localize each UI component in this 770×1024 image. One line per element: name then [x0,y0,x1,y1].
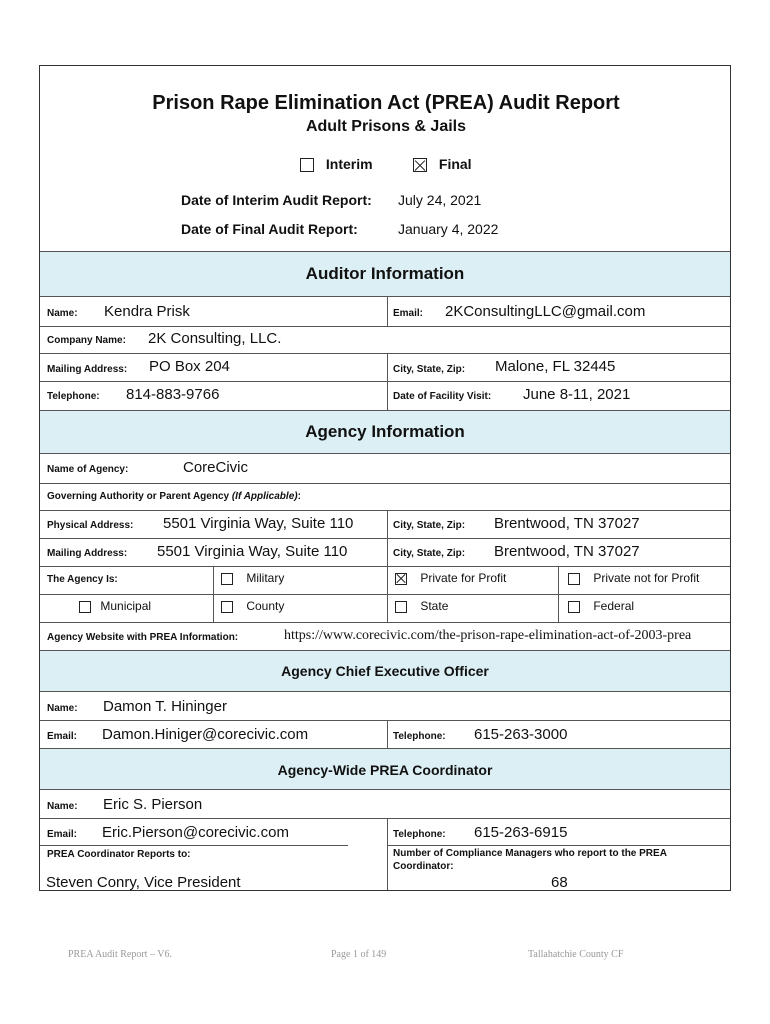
mailing-city: Brentwood, TN 37027 [494,543,640,560]
managers-label: Number of Compliance Managers who report to the PREA Coordinator: [393,848,667,872]
agency-section-title: Agency Information [305,422,465,441]
interim-date-label: Date of Interim Audit Report: [181,192,372,208]
state-checkbox[interactable] [395,601,407,613]
coordinator-email: Eric.Pierson@corecivic.com [102,824,289,841]
reports-to: Steven Conry, Vice President [46,874,241,891]
federal-checkbox[interactable] [568,601,580,613]
final-date: January 4, 2022 [398,221,499,237]
ceo-email-label: Email: [47,731,78,742]
governing-authority-label: Governing Authority or Parent Agency (If Applicable): [47,491,301,502]
auditor-phone-label: Telephone: [47,391,100,402]
coordinator-email-label: Email: [47,829,78,840]
interim-checkbox[interactable] [300,158,314,172]
interim-date: July 24, 2021 [398,192,482,208]
footer-version: PREA Audit Report – V6. [68,949,172,960]
physical-address: 5501 Virginia Way, Suite 110 [163,515,354,532]
auditor-mailing: PO Box 204 [149,358,230,375]
company-label: Company Name: [47,335,126,346]
coordinator-phone: 615-263-6915 [474,824,568,841]
agency-mailing-label: Mailing Address: [47,548,128,559]
report-subtitle: Adult Prisons & Jails [305,118,467,135]
type-municipal[interactable] [79,599,151,613]
reports-to-label: PREA Coordinator Reports to: [47,849,191,860]
auditor-email: 2KConsultingLLC@gmail.com [445,303,646,320]
type-state[interactable] [395,599,448,613]
visit-date: June 8-11, 2021 [523,386,631,403]
agency-name: CoreCivic [183,459,249,476]
agency-website-link[interactable]: https://www.corecivic.com/the-prison-rape-elimination-act-of-2003-prea [284,628,692,643]
auditor-mailing-label: Mailing Address: [47,364,128,375]
ceo-email: Damon.Hiniger@corecivic.com [102,726,309,743]
auditor-phone: 814-883-9766 [126,386,220,403]
final-date-label: Date of Final Audit Report: [181,221,358,237]
private-for-profit-label: Private for Profit [420,571,507,585]
footer-facility: Tallahatchie County CF [528,949,624,960]
military-checkbox[interactable] [221,573,233,585]
managers-count: 68 [551,874,568,891]
mailing-city-label: City, State, Zip: [393,548,466,559]
ceo-name: Damon T. Hininger [103,698,227,715]
ceo-phone-label: Telephone: [393,731,446,742]
type-federal[interactable] [568,599,634,613]
type-private-for-profit[interactable] [395,571,506,585]
physical-address-label: Physical Address: [47,520,134,531]
physical-city-label: City, State, Zip: [393,520,466,531]
county-label: County [246,599,285,613]
interim-label: Interim [325,156,373,172]
coordinator-phone-label: Telephone: [393,829,446,840]
agency-mailing-address: 5501 Virginia Way, Suite 110 [157,543,348,560]
municipal-checkbox[interactable] [79,601,91,613]
type-military[interactable] [221,571,284,585]
state-label: State [420,599,449,613]
private-not-for-profit-label: Private not for Profit [593,571,700,585]
agency-name-label: Name of Agency: [47,464,129,475]
private-for-profit-checkbox[interactable] [395,573,407,585]
federal-label: Federal [593,599,635,613]
agency-website-label: Agency Website with PREA Information: [47,632,239,643]
private-not-for-profit-checkbox[interactable] [568,573,580,585]
ceo-section-title: Agency Chief Executive Officer [281,663,489,679]
auditor-name: Kendra Prisk [104,303,190,320]
physical-city: Brentwood, TN 37027 [494,515,640,532]
county-checkbox[interactable] [221,601,233,613]
final-option[interactable] [413,156,472,172]
auditor-email-label: Email: [393,308,424,319]
final-checkbox[interactable] [413,158,427,172]
visit-date-label: Date of Facility Visit: [393,391,492,402]
type-county[interactable] [221,599,284,613]
auditor-city: Malone, FL 32445 [495,358,616,375]
agency-type-label: The Agency Is: [47,574,118,585]
ceo-name-label: Name: [47,703,78,714]
coordinator-name-label: Name: [47,801,78,812]
coordinator-section-title: Agency-Wide PREA Coordinator [277,762,493,778]
municipal-label: Municipal [100,599,152,613]
company-name: 2K Consulting, LLC. [148,330,282,347]
auditor-city-label: City, State, Zip: [393,364,466,375]
footer-page-number: Page 1 of 149 [331,949,387,960]
type-private-not-for-profit[interactable] [568,571,699,585]
auditor-section-title: Auditor Information [305,264,465,283]
audit-report-form [39,65,731,891]
military-label: Military [246,571,285,585]
ceo-phone: 615-263-3000 [474,726,568,743]
auditor-name-label: Name: [47,308,78,319]
report-title: Prison Rape Elimination Act (PREA) Audit Report [152,92,620,114]
interim-option[interactable] [300,156,373,172]
coordinator-name: Eric S. Pierson [103,796,203,813]
final-label: Final [438,156,472,172]
